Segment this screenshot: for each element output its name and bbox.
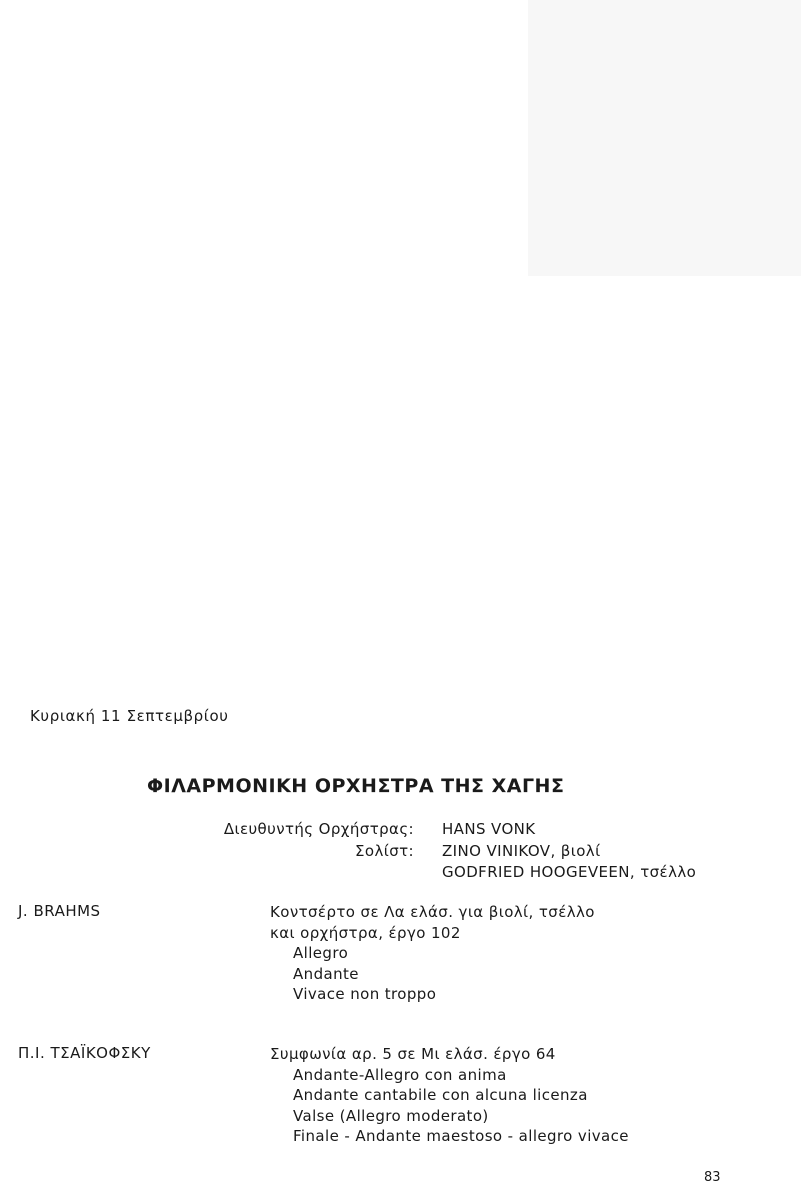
movement: Allegro [293, 944, 349, 962]
movement: Andante-Allegro con anima [293, 1065, 507, 1084]
movement: Andante cantabile con alcuna licenza [293, 1086, 588, 1104]
work-title-line: και ορχήστρα, έργο 102 [270, 923, 461, 942]
work-title-line: Συμφωνία αρ. 5 σε Μι ελάσ. έργο 64 [270, 1045, 556, 1063]
page-number: 83 [704, 1170, 721, 1185]
movement: Valse (Allegro moderato) [293, 1106, 489, 1125]
work-title-line: Κοντσέρτο σε Λα ελάσ. για βιολί, τσέλλο [270, 903, 595, 921]
movement: Andante [293, 964, 359, 983]
soloist-name-1: ZINO VINIKOV, βιολί [442, 842, 601, 860]
scan-background-shade [528, 0, 801, 276]
work-tchaikovsky [270, 1044, 629, 1147]
composer-tchaikovsky: Π.Ι. ΤΣΑΪΚΟΦΣΚΥ [18, 1044, 151, 1062]
conductor-name: HANS VONK [442, 820, 536, 838]
soloist-name-2: GODFRIED HOOGEVEEN, τσέλλο [442, 863, 697, 881]
orchestra-title: ΦΙΛΑΡΜΟΝΙΚΗ ΟΡΧΗΣΤΡΑ ΤΗΣ ΧΑΓΗΣ [147, 775, 565, 797]
movement: Vivace non troppo [293, 985, 437, 1003]
work-brahms [270, 902, 595, 1005]
soloist-label: Σολίστ: [355, 842, 414, 860]
composer-brahms: J. BRAHMS [18, 902, 101, 920]
concert-date: Κυριακή 11 Σεπτεμβρίου [30, 707, 229, 725]
conductor-label: Διευθυντής Ορχήστρας: [223, 820, 414, 838]
movement: Finale - Andante maestoso - allegro vivace [293, 1127, 629, 1145]
